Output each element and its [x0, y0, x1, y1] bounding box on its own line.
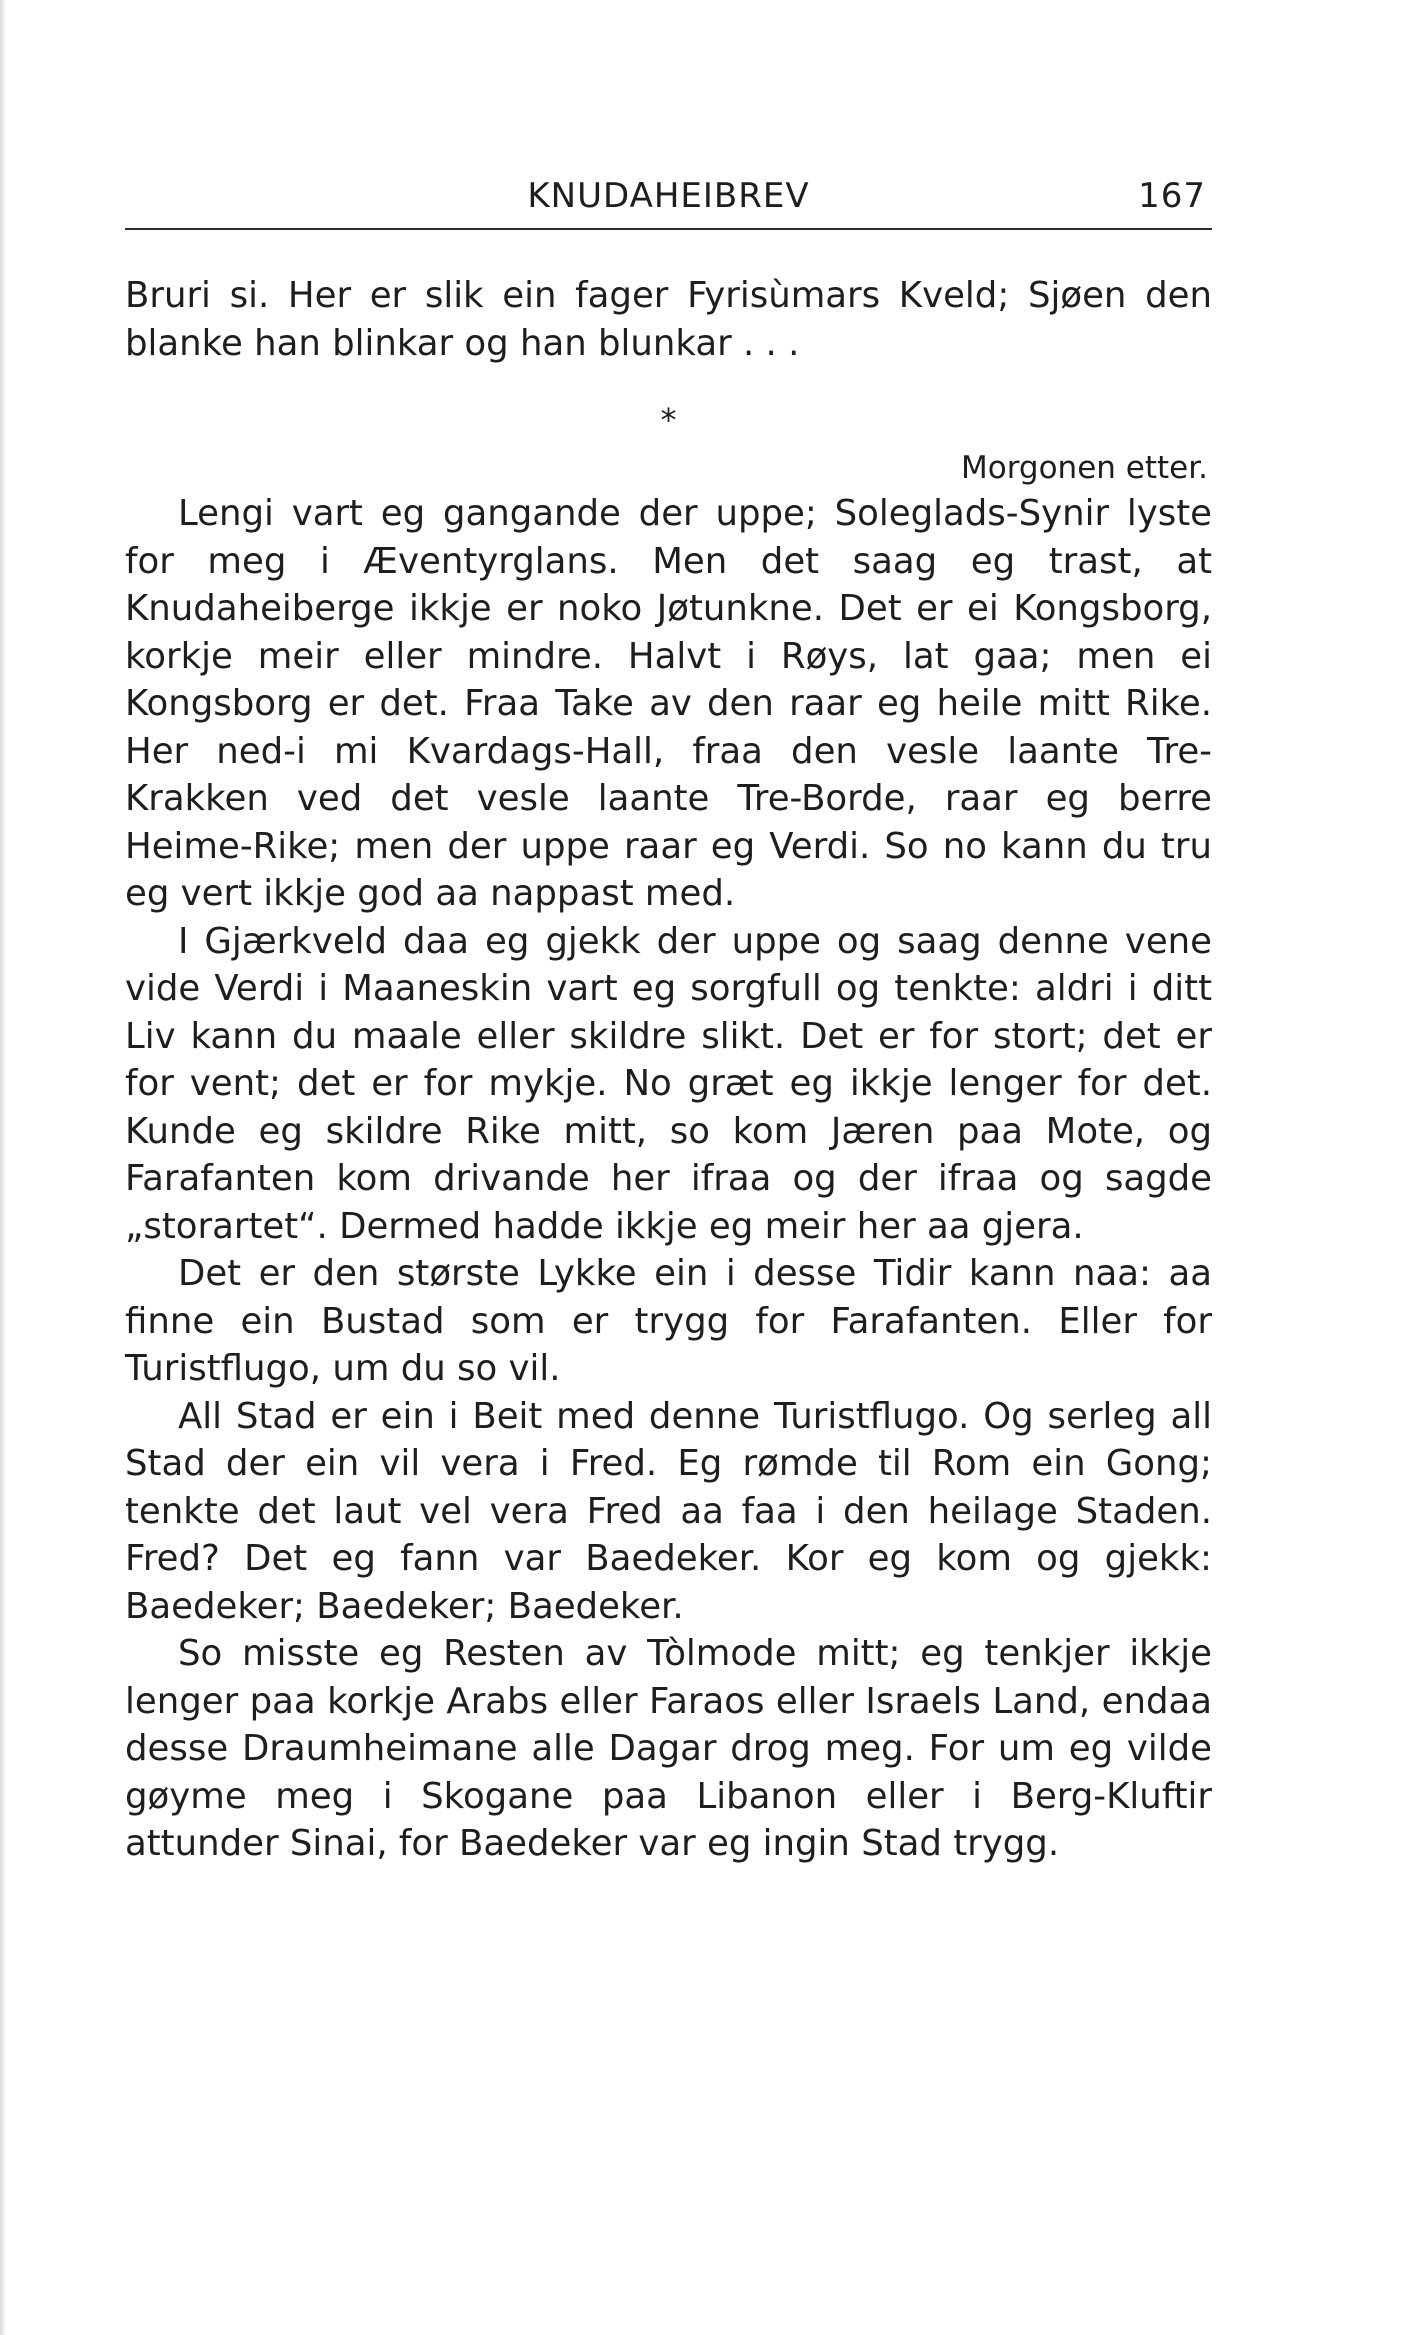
- scan-edge-shadow: [0, 0, 6, 2335]
- paragraph: So misste eg Resten av Tòlmode mitt; eg tenkjer ikkje lenger paa korkje Arabs eller Faraos eller Israels Land, endaa desse Draumheimane alle Dagar drog meg. For um eg vilde gøyme meg i Skogane paa Libanon eller i Berg-Kluftir attunder Sinai, for Baedeker var eg ingin Stad trygg.: [125, 1633, 1212, 1864]
- running-header: [125, 170, 1212, 222]
- paragraph: I Gjærkveld daa eg gjekk der uppe og saag denne vene vide Verdi i Maaneskin vart eg sorgfull og tenkte: aldri i ditt Liv kann du maale eller skildre slikt. Det er for stort; det er for vent; det er for mykje. No græt eg ikkje lenger for det. Kunde eg skildre Rike mitt, so kom Jæren paa Mote, og Farafanten kom drivande her ifraa og der ifraa og sagde „storartet“. Dermed hadde ikkje eg meir her aa gjera.: [125, 920, 1212, 1247]
- paragraph: All Stad er ein i Beit med denne Turistflugo. Og serleg all Stad der ein vil vera i Fred. Eg rømde til Rom ein Gong; tenkte det laut vel vera Fred aa faa i den heilage Staden. Fred? Det eg fann var Baedeker. Kor eg kom og gjekk: Baedeker; Baedeker; Baedeker.: [125, 1395, 1212, 1627]
- header-rule: [125, 228, 1212, 230]
- book-page: [125, 170, 1212, 1868]
- paragraph: Lengi vart eg gangande der uppe; Soleglads-Synir lyste for meg i Æventyrglans. Men det saag eg trast, at Knudaheiberge ikkje er noko Jøtunkne. Det er ei Kongsborg, korkje meir eller mindre. Halvt i Røys, lat gaa; men ei Kongsborg er det. Fraa Take av den raar eg heile mitt Rike. Her ned-i mi Kvardags-Hall, fraa den vesle laante Tre-Krakken ved det vesle laante Tre-Borde, raar eg berre Heime-Rike; men der uppe raar eg Verdi. So no kann du tru eg vert ikkje god aa nappast med.: [125, 493, 1212, 914]
- dateline: Morgonen etter.: [961, 450, 1208, 486]
- paragraph: Det er den største Lykke ein i desse Tidir kann naa: aa finne ein Bustad som er trygg for Farafanten. Eller for Turistflugo, um du so vil.: [125, 1253, 1212, 1389]
- running-title: KNUDAHEIBREV: [527, 176, 810, 216]
- body-text: [125, 272, 1212, 1868]
- section-break-asterisk: *: [660, 401, 677, 439]
- opening-paragraph: Bruri si. Her er slik ein fager Fyrisùmars Kveld; Sjøen den blanke han blinkar og han blunkar . . .: [125, 275, 1212, 364]
- page-number: 167: [1138, 176, 1206, 216]
